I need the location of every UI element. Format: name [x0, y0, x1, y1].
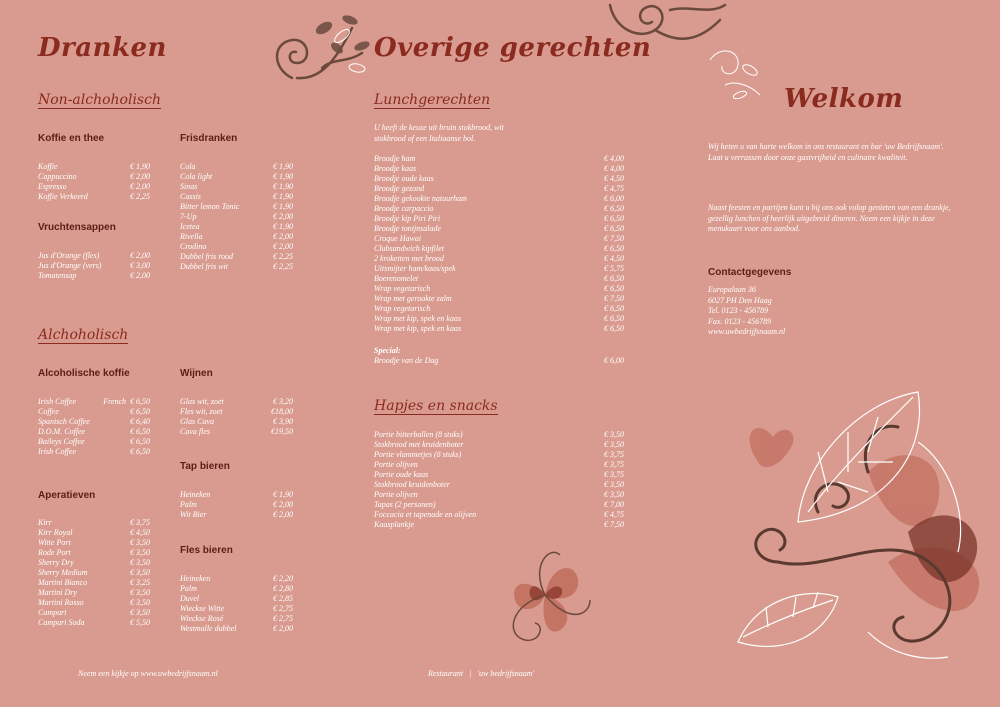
wines-list [180, 397, 293, 437]
menu-item-name: Koffie Verkeerd [38, 192, 88, 201]
menu-item-price: € 1,90 [273, 202, 293, 211]
menu-item [180, 262, 293, 272]
menu-item-name: Broodje kip Piri Piri [374, 214, 441, 223]
menu-item [374, 234, 624, 244]
menu-item-price: € 2,00 [273, 624, 293, 633]
menu-item-name: Wrap met gerookte zalm [374, 294, 452, 303]
menu-item-price: € 6,50 [130, 407, 150, 416]
menu-item-price: €19,50 [271, 427, 293, 436]
menu-item-name: Coffee [38, 407, 59, 416]
alcoholic-coffee-list [38, 397, 150, 457]
menu-item [180, 407, 293, 417]
footer-restaurant: Restaurant | 'uw bedrijfsnaam' [428, 669, 535, 678]
menu-item-name: Palm [180, 584, 197, 593]
welcome-paragraph-1: Wij heten u van harte welkom in ons restaurant en bar 'uw Bedrijfsnaam'. Laat u verrassen door onze gastvrijheid en culinaire kwaliteit. [708, 142, 944, 162]
menu-item-price: € 2,85 [273, 594, 293, 603]
menu-item-price: € 6,50 [130, 427, 150, 436]
menu-item-name: Broodje gezond [374, 184, 425, 193]
menu-item-name: Dubbel fris rood [180, 252, 234, 261]
menu-item [38, 397, 150, 407]
menu-item-name: Irish Coffee [38, 447, 76, 456]
menu-item [38, 182, 150, 192]
menu-item-name: Glas wit, zoet [180, 397, 224, 406]
menu-item [180, 574, 293, 584]
menu-item-name: Campari Soda [38, 618, 85, 627]
menu-item-price: € 1,90 [273, 490, 293, 499]
menu-item [374, 460, 624, 470]
menu-item-name: Boerenomelet [374, 274, 419, 283]
menu-item [38, 417, 150, 427]
tap-beer-list [180, 490, 293, 520]
menu-item-name: Broodje kaas [374, 164, 417, 173]
menu-item [374, 184, 624, 194]
menu-item [180, 500, 293, 510]
menu-item-price: € 2,25 [273, 262, 293, 271]
menu-item-price: € 1,90 [273, 192, 293, 201]
menu-item [180, 202, 293, 212]
menu-item-name: Clubsandwich kipfilet [374, 244, 444, 253]
menu-item-price: € 2,25 [273, 252, 293, 261]
other-dishes-title: Overige gerechten [374, 33, 652, 63]
menu-item-name: Broodje ham [374, 154, 416, 163]
menu-item [374, 294, 624, 304]
menu-item-name: Cava fles [180, 427, 210, 436]
menu-item-price: € 2,00 [273, 500, 293, 509]
menu-item-price: € 1,90 [130, 162, 150, 171]
menu-item-price: € 4,75 [604, 510, 624, 519]
coffee-tea-list [38, 162, 150, 202]
menu-item-name: Wrap met kip, spek en kaas [374, 324, 462, 333]
menu-item-price: € 2,00 [130, 172, 150, 181]
menu-item [38, 578, 150, 588]
menu-item [180, 162, 293, 172]
menu-item-price: € 3,50 [604, 430, 624, 439]
menu-item-price: € 2,00 [273, 510, 293, 519]
menu-item [374, 520, 624, 530]
menu-item [38, 427, 150, 437]
menu-item [38, 447, 150, 457]
menu-item-name: Witte Port [38, 538, 71, 547]
menu-item-price: € 6,50 [604, 274, 624, 283]
menu-item [374, 440, 624, 450]
menu-item [180, 172, 293, 182]
menu-item-extra: French [103, 397, 126, 406]
menu-item-name: Heineken [180, 490, 211, 499]
menu-item-name: Glas Cava [180, 417, 214, 426]
snacks-list [374, 430, 624, 530]
lunch-list [374, 154, 624, 334]
menu-item [180, 594, 293, 604]
menu-item-price: € 6,50 [604, 244, 624, 253]
menu-item-name: Espresso [38, 182, 67, 191]
menu-item-name: Broodje gekookte natuurham [374, 194, 467, 203]
special-item: Broodje van de Dag € 6,00 [374, 356, 624, 365]
lunch-heading: Lunchgerechten [374, 92, 491, 108]
welcome-title: Welkom [784, 84, 904, 114]
menu-item [374, 244, 624, 254]
menu-item [374, 274, 624, 284]
menu-item-name: Kirr [38, 518, 52, 527]
menu-item-price: € 7,50 [604, 294, 624, 303]
menu-item-name: Stokbrood met kruidenboter [374, 440, 464, 449]
menu-item-price: € 3,25 [130, 578, 150, 587]
menu-item-price: € 4,75 [604, 184, 624, 193]
contact-phone: Tel. 0123 - 456789 [708, 306, 769, 315]
menu-item [374, 174, 624, 184]
menu-item [374, 480, 624, 490]
menu-item-name: Westmalle dubbel [180, 624, 237, 633]
menu-item-name: Broodje oude kaas [374, 174, 434, 183]
menu-item-price: € 2,00 [273, 232, 293, 241]
menu-item [38, 162, 150, 172]
menu-item-price: € 6,50 [604, 324, 624, 333]
menu-item [180, 624, 293, 634]
menu-item [38, 172, 150, 182]
aperitifs-list [38, 518, 150, 628]
menu-item-price: € 2,00 [273, 212, 293, 221]
menu-item [180, 212, 293, 222]
menu-item [38, 568, 150, 578]
menu-item-price: € 6,40 [130, 417, 150, 426]
menu-item-price: € 3,50 [130, 538, 150, 547]
menu-item-name: Cassis [180, 192, 201, 201]
menu-item-name: Broodje carpaccio [374, 204, 434, 213]
menu-item [38, 251, 150, 261]
menu-item [38, 618, 150, 628]
menu-item-name: Bitter lemon Tonic [180, 202, 240, 211]
menu-item [374, 194, 624, 204]
menu-item-name: Tomatensap [38, 271, 77, 280]
welcome-paragraph-2: Naast feesten en partijen kunt u bij ons ook volop genieten van een drankje, gezellig lunchen of heerlijk uitgebreid dineren. Neem een kijkje in deze menukaart voor ons aanbod. [708, 203, 951, 233]
menu-item-price: € 3,75 [604, 450, 624, 459]
menu-item-name: Croque Hawai [374, 234, 422, 243]
menu-item-name: Koffie [38, 162, 58, 171]
menu-item [180, 510, 293, 520]
menu-item-name: Sinas [180, 182, 198, 191]
menu-item-name: Martini Dry [38, 588, 77, 597]
menu-item [180, 490, 293, 500]
menu-item-name: Cappuccino [38, 172, 77, 181]
menu-item [180, 417, 293, 427]
menu-item-price: € 6,50 [604, 204, 624, 213]
menu-item-name: Broodje tonijnsalade [374, 224, 442, 233]
menu-item-name: Tapas (2 personen) [374, 500, 436, 509]
menu-item-price: € 3,00 [130, 261, 150, 270]
contact-website[interactable]: www.uwbedrijfsnaam.nl [708, 327, 786, 336]
menu-item-price: € 3,90 [273, 417, 293, 426]
menu-item-name: Martini Rosso [38, 598, 84, 607]
menu-item-name: Dubbel fris wit [180, 262, 229, 271]
coffee-tea-heading: Koffie en thee [38, 133, 105, 144]
menu-item-price: € 2,00 [130, 182, 150, 191]
menu-item [374, 490, 624, 500]
menu-item-price: € 7,50 [604, 234, 624, 243]
menu-item-name: Heineken [180, 574, 211, 583]
menu-item-price: € 6,50 [130, 437, 150, 446]
alcoholic-heading: Alchoholisch [38, 327, 129, 343]
menu-item-name: Jus d'Orange (vers) [38, 261, 102, 270]
menu-item-price: € 3,50 [130, 558, 150, 567]
menu-item [38, 271, 150, 281]
menu-item [180, 427, 293, 437]
menu-item-name: Wieckse Rosé [180, 614, 224, 623]
menu-item-price: € 4,00 [604, 154, 624, 163]
menu-item-name: Kaasplankje [374, 520, 414, 529]
bottled-beer-heading: Fles bieren [180, 545, 233, 556]
menu-item-name: Portie vlammetjes (8 stuks) [374, 450, 462, 459]
contact-city: 6027 PH Den Haag [708, 295, 772, 305]
menu-item [180, 584, 293, 594]
menu-item-price: € 1,90 [273, 182, 293, 191]
menu-item [38, 598, 150, 608]
menu-item-price: €18,00 [271, 407, 293, 416]
menu-item [374, 314, 624, 324]
menu-item-name: Duvel [180, 594, 200, 603]
menu-item-price: € 4,50 [604, 174, 624, 183]
menu-item [38, 528, 150, 538]
menu-item-price: € 4,50 [604, 254, 624, 263]
menu-item-price: € 2,00 [273, 242, 293, 251]
menu-item-name: Icetea [180, 222, 200, 231]
menu-item-price: € 5,75 [604, 264, 624, 273]
menu-item-name: Sherry Dry [38, 558, 74, 567]
fruit-juice-heading: Vruchtensappen [38, 222, 116, 233]
menu-item-price: € 2,20 [273, 574, 293, 583]
menu-item-name: Wrap met kip, spek en kaas [374, 314, 462, 323]
drinks-title: Dranken [38, 33, 167, 63]
menu-item-name: Martini Bianco [38, 578, 88, 587]
menu-item-price: € 6,00 [604, 194, 624, 203]
soft-drinks-heading: Frisdranken [180, 133, 238, 144]
menu-item-name: Portie oude kaas [374, 470, 429, 479]
menu-item-price: € 2,75 [273, 614, 293, 623]
menu-item-name: Portie olijven [374, 490, 418, 499]
snacks-heading: Hapjes en snacks [374, 398, 498, 414]
menu-item-price: € 1,90 [273, 222, 293, 231]
menu-item [38, 437, 150, 447]
menu-item-price: € 3,50 [130, 598, 150, 607]
menu-item [374, 470, 624, 480]
menu-item-price: € 3,75 [604, 470, 624, 479]
menu-item [38, 261, 150, 271]
menu-item-name: Wieckse Witte [180, 604, 225, 613]
menu-item-price: € 3,50 [604, 490, 624, 499]
contact-heading: Contactgegevens [708, 267, 792, 278]
menu-item-price: € 4,00 [604, 164, 624, 173]
non-alcoholic-heading: Non-alchoholisch [38, 92, 161, 108]
menu-item-price: € 3,50 [130, 548, 150, 557]
menu-item-name: Sherry Medium [38, 568, 88, 577]
menu-item-name: Wrap vegetarisch [374, 304, 431, 313]
menu-item [374, 324, 624, 334]
menu-item-name: Wit Bier [180, 510, 207, 519]
menu-item-name: Irish Coffee [38, 397, 76, 406]
menu-item-price: € 2,75 [273, 604, 293, 613]
menu-item-price: € 5,50 [130, 618, 150, 627]
menu-item-price: € 3,50 [130, 568, 150, 577]
menu-item [374, 254, 624, 264]
menu-item-price: € 3,20 [273, 397, 293, 406]
menu-item-name: 2 kroketten met brood [374, 254, 444, 263]
menu-item [38, 538, 150, 548]
fruit-juice-list [38, 251, 150, 281]
menu-item-price: € 6,50 [130, 397, 150, 406]
tap-beer-heading: Tap bieren [180, 461, 230, 472]
menu-item-price: € 6,50 [604, 284, 624, 293]
contact-address: Europalaan 36 [708, 285, 756, 294]
menu-item [38, 548, 150, 558]
menu-item [180, 252, 293, 262]
menu-item-price: € 7,50 [604, 520, 624, 529]
menu-item [374, 164, 624, 174]
menu-item-name: Rivella [180, 232, 203, 241]
menu-item-name: Spanisch Coffee [38, 417, 90, 426]
contact-details [708, 285, 858, 338]
bottled-beer-list [180, 574, 293, 634]
contact-fax: Fax. 0123 - 456789 [708, 316, 772, 326]
menu-item-name: Portie bitterballen (8 stuks) [374, 430, 463, 439]
menu-item-price: € 1,90 [273, 162, 293, 171]
menu-item [38, 608, 150, 618]
menu-item [374, 430, 624, 440]
aperitifs-heading: Aperatieven [38, 490, 96, 501]
menu-item-price: € 2,80 [273, 584, 293, 593]
flower-ornament-center [490, 535, 600, 650]
menu-item-price: € 3,50 [604, 440, 624, 449]
menu-item-price: € 1,90 [273, 172, 293, 181]
menu-item [38, 192, 150, 202]
menu-item [374, 154, 624, 164]
menu-item [374, 264, 624, 274]
menu-item-name: D.O.M. Coffee [38, 427, 86, 436]
menu-item [180, 397, 293, 407]
menu-item-price: € 6,50 [604, 224, 624, 233]
menu-item-name: Campari [38, 608, 67, 617]
special-label: Special: [374, 346, 401, 355]
menu-item [374, 450, 624, 460]
menu-item [374, 510, 624, 520]
menu-item-price: € 3,50 [130, 608, 150, 617]
menu-item-price: € 3,75 [130, 518, 150, 527]
menu-item-price: € 2,00 [130, 251, 150, 260]
menu-item-name: Wrap vegetarisch [374, 284, 431, 293]
menu-item-price: € 3,50 [130, 588, 150, 597]
menu-item [374, 204, 624, 214]
footer-website: Neem een kijkje op www.uwbedrijfsnaam.nl [78, 669, 218, 678]
menu-item-name: Crodino [180, 242, 207, 251]
menu-item [180, 192, 293, 202]
menu-item [374, 500, 624, 510]
menu-item-price: € 6,50 [604, 304, 624, 313]
menu-item-name: Portie olijven [374, 460, 418, 469]
menu-item-name: Foccacia et tapenade en olijven [374, 510, 477, 519]
lunch-intro: U heeft de keuze uit bruin stokbrood, wit stokbrood of een Italiaanse bol. [374, 123, 504, 143]
menu-item-name: Baileys Coffee [38, 437, 85, 446]
menu-item [180, 182, 293, 192]
soft-drinks-list [180, 162, 293, 272]
menu-item [374, 214, 624, 224]
menu-item-name: Jus d'Orange (fles) [38, 251, 100, 260]
menu-item [38, 588, 150, 598]
menu-item-price: € 6,50 [604, 314, 624, 323]
menu-item-name: 7-Up [180, 212, 197, 221]
menu-item-name: Palm [180, 500, 197, 509]
menu-item-price: € 2,00 [130, 271, 150, 280]
menu-item [374, 224, 624, 234]
menu-item-price: € 6,50 [130, 447, 150, 456]
menu-item [180, 222, 293, 232]
menu-item [38, 518, 150, 528]
menu-item [180, 232, 293, 242]
flower-ornament-bottom-right [718, 382, 1000, 687]
menu-item-price: € 3,75 [604, 460, 624, 469]
menu-item-price: € 4,50 [130, 528, 150, 537]
menu-item-name: Cola light [180, 172, 213, 181]
menu-item [374, 304, 624, 314]
menu-item [374, 284, 624, 294]
wines-heading: Wijnen [180, 368, 213, 379]
menu-item [38, 407, 150, 417]
menu-item-price: € 2,25 [130, 192, 150, 201]
menu-item [180, 242, 293, 252]
menu-item-name: Stokbrood kruidenboter [374, 480, 450, 489]
menu-item-name: Uitsmijter ham/kaas/spek [374, 264, 456, 273]
swirl-ornament-top-center [262, 8, 372, 98]
menu-item [180, 604, 293, 614]
alcoholic-coffee-heading: Alcoholische koffie [38, 368, 130, 379]
menu-item-price: € 7,00 [604, 500, 624, 509]
menu-item [180, 614, 293, 624]
menu-item-name: Rode Port [38, 548, 71, 557]
menu-item-price: € 6,50 [604, 214, 624, 223]
menu-item-name: Cola [180, 162, 196, 171]
menu-item-name: Fles wit, zoet [180, 407, 223, 416]
menu-item [38, 558, 150, 568]
menu-item-price: € 3,50 [604, 480, 624, 489]
menu-item-name: Kirr Royal [38, 528, 73, 537]
